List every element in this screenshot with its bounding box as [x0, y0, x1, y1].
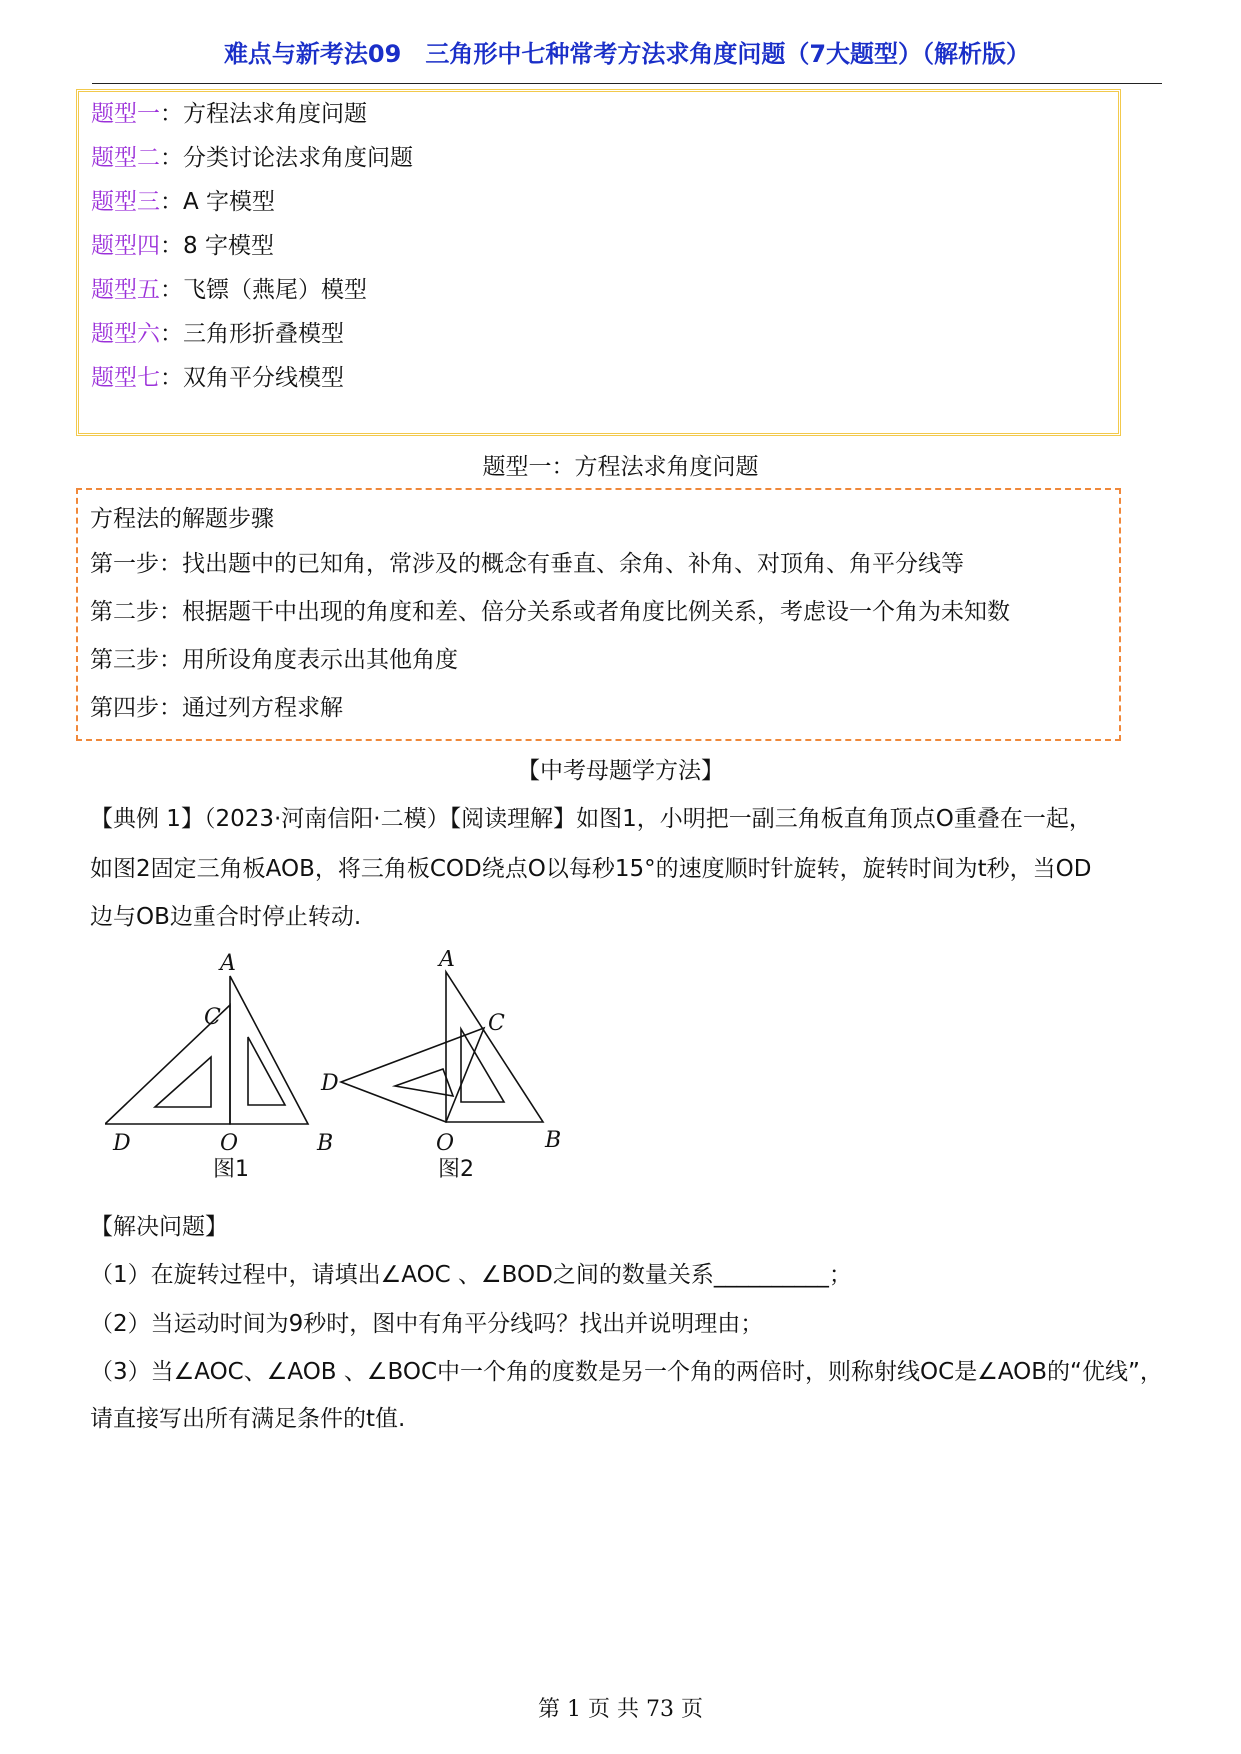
figure-1: [105, 976, 308, 1124]
step-3: 第三步：用所设角度表示出其他角度: [90, 647, 458, 673]
toc-text: 三角形折叠模型: [183, 321, 344, 347]
question-type-index: [76, 89, 1121, 436]
toc-item-3: [91, 183, 275, 216]
toc-tag: 题型六: [91, 321, 160, 347]
toc-text: 飞镖（燕尾）模型: [183, 277, 367, 303]
toc-sep: ：: [160, 145, 183, 171]
page-footer: 第 1 页 共 73 页: [538, 1697, 703, 1722]
fig2-label-d: D: [321, 1071, 339, 1096]
toc-item-2: [91, 139, 413, 172]
toc-tag: 题型四: [91, 233, 160, 259]
example-line-1: 【典例 1】（2023·河南信阳·二模）【阅读理解】如图1，小明把一副三角板直角顶点O重叠在一起，: [90, 806, 1092, 832]
figure-2: [341, 972, 543, 1122]
fig2-label-b: B: [545, 1128, 562, 1153]
fig1-triangle-aob: [230, 976, 308, 1124]
toc-sep: ：: [160, 101, 183, 127]
step-1: 第一步：找出题中的已知角，常涉及的概念有垂直、余角、补角、对顶角、角平分线等: [90, 551, 964, 577]
method-title: 【中考母题学方法】: [517, 758, 724, 784]
problem-heading: 【解决问题】: [90, 1214, 228, 1240]
toc-text: 方程法求角度问题: [183, 101, 367, 127]
toc-text: 8 字模型: [183, 233, 274, 259]
question-3: （3）当∠AOC、∠AOB 、∠BOC中一个角的度数是另一个角的两倍时，则称射线OC是∠AOB的“优线”，: [90, 1359, 1163, 1385]
fig1-inner-triangle-cod: [155, 1057, 211, 1107]
example-line-3: 边与OB边重合时停止转动.: [90, 904, 362, 930]
toc-tag: 题型一: [91, 101, 160, 127]
toc-sep: ：: [160, 277, 183, 303]
toc-item-1: [91, 95, 367, 128]
toc-sep: ：: [160, 189, 183, 215]
step-2: 第二步：根据题干中出现的角度和差、倍分关系或者角度比例关系，考虑设一个角为未知数: [90, 599, 1010, 625]
fig2-label-a: A: [439, 950, 455, 972]
fig2-caption: 图2: [438, 1157, 474, 1182]
toc-tag: 题型二: [91, 145, 160, 171]
page-header-title: 难点与新考法09 三角形中七种常考方法求角度问题（7大题型）（解析版）: [223, 40, 1031, 68]
steps-title: 方程法的解题步骤: [90, 506, 274, 532]
section-title: 题型一：方程法求角度问题: [482, 454, 759, 480]
toc-item-5: [91, 271, 367, 304]
fig1-caption: 图1: [213, 1157, 249, 1182]
fig2-triangle-cod: [341, 1028, 484, 1122]
fig2-label-c: C: [488, 1011, 505, 1036]
fig2-label-o: O: [436, 1131, 455, 1156]
toc-sep: ：: [160, 321, 183, 347]
toc-text: 双角平分线模型: [183, 365, 344, 391]
question-2: （2）当运动时间为9秒时，图中有角平分线吗？找出并说明理由；: [90, 1311, 764, 1337]
toc-item-4: [91, 227, 274, 260]
fig1-label-c: C: [204, 1005, 221, 1030]
question-1: （1）在旋转过程中，请填出∠AOC 、∠BOD之间的数量关系__________；: [90, 1262, 852, 1288]
fig1-label-o: O: [220, 1131, 239, 1156]
toc-tag: 题型五: [91, 277, 160, 303]
solution-steps-box: [76, 488, 1121, 741]
question-3-cont: 请直接写出所有满足条件的t值.: [90, 1406, 406, 1432]
toc-text: 分类讨论法求角度问题: [183, 145, 413, 171]
toc-item-7: [91, 359, 344, 392]
toc-tag: 题型三: [91, 189, 160, 215]
fig1-label-d: D: [113, 1131, 131, 1156]
toc-text: A 字模型: [183, 189, 276, 215]
fig2-inner-triangle-aob: [461, 1029, 504, 1102]
toc-sep: ：: [160, 233, 183, 259]
fig1-label-a: A: [220, 951, 236, 976]
toc-tag: 题型七: [91, 365, 160, 391]
triangle-rulers-figure: [105, 950, 575, 1185]
header-divider: [92, 83, 1162, 84]
fig2-inner-triangle-cod: [395, 1069, 453, 1096]
toc-item-6: [91, 315, 344, 348]
fig1-label-b: B: [317, 1131, 334, 1156]
example-line-2: 如图2固定三角板AOB，将三角板COD绕点O以每秒15°的速度顺时针旋转，旋转时间为t秒，当OD: [90, 856, 1092, 882]
step-4: 第四步：通过列方程求解: [90, 695, 343, 721]
toc-sep: ：: [160, 365, 183, 391]
